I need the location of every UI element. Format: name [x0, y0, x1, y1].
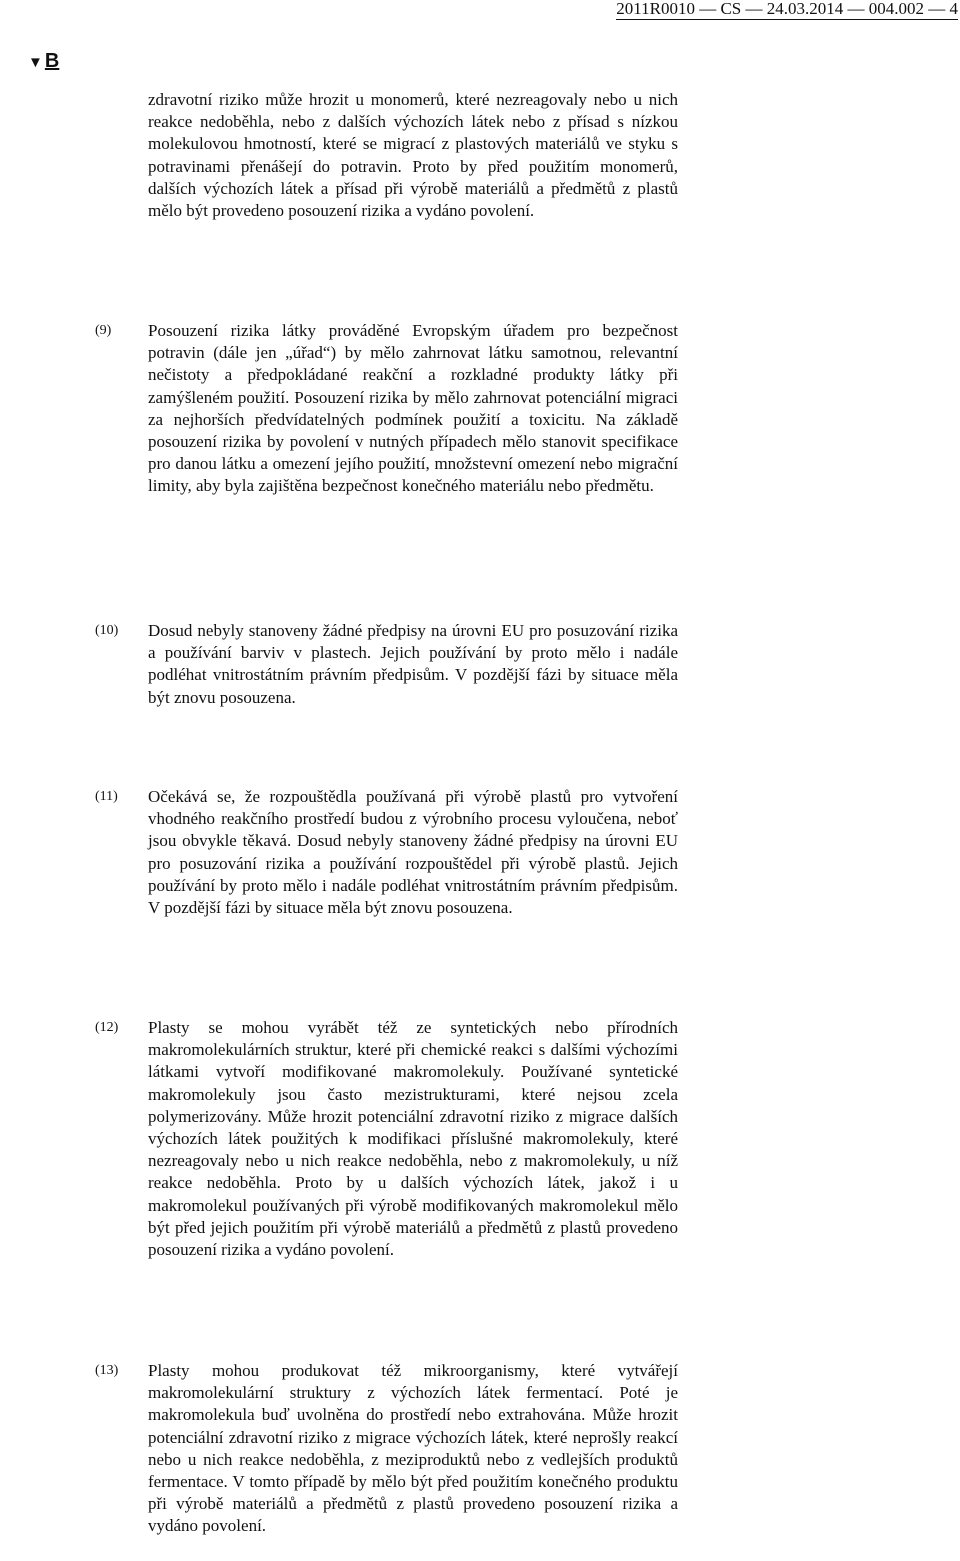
recital-number: (13): [95, 1363, 119, 1378]
recital-11: [148, 786, 678, 919]
recital-text: Posouzení rizika látky prováděné Evropským úřadem pro bezpečnost potravin (dále jen „úřad“) by mělo zahrnovat látku samotnou, relevantní nečistoty a předpokládané reakční a rozkladné produkty látky při zamýšleném použití. Posouzení rizika by mělo zahrnovat potenciální migraci za nejhorších předvídatelných podmínek použití a toxicitu. Na základě posouzení rizika by povolení v nutných případech mělo stanovit specifikace pro danou látku a omezení jejího použití, množstevní omezení nebo migrační limity, aby byla zajištěna bezpečnost konečného materiálu nebo předmětu.: [148, 321, 678, 496]
amendment-code: B: [44, 50, 60, 72]
recital-number: (11): [95, 789, 118, 804]
document-reference: 2011R0010 — CS — 24.03.2014 — 004.002 — 4: [616, 0, 958, 18]
recital-13: [148, 1360, 678, 1538]
running-header: [616, 0, 958, 20]
recital-text: Očekává se, že rozpouštědla používaná při výrobě plastů pro vytvoření vhodného reakčního prostředí budou z výrobního procesu vyloučena, neboť jsou obvykle těkavá. Dosud nebyly stanoveny žádné předpisy na úrovni EU pro posuzování rizika a používání rozpouštědel při výrobě plastů. Jejich používání by proto mělo i nadále podléhat vnitrostátním právním předpisům. V pozdější fázi by situace měla být znovu posouzena.: [148, 787, 678, 918]
recital-9: [148, 320, 678, 498]
recital-text: Dosud nebyly stanoveny žádné předpisy na úrovni EU pro posuzování rizika a používání barviv v plastech. Jejich používání by proto mělo i nadále podléhat vnitrostátním právním předpisům. V pozdější fázi by situace měla být znovu posouzena.: [148, 621, 678, 707]
recital-text: Plasty mohou produkovat též mikroorganismy, které vytvářejí makromolekulární struktury z výchozích látek fermentací. Poté je makromolekula buď uvolněna do prostředí nebo extrahována. Může hrozit potenciální zdravotní riziko z migrace výchozích látek, které neprošly reakcí nebo u nich reakce nedoběhla, z meziproduktů nebo z vedlejších produktů fermentace. V tomto případě by mělo být před použitím konečného produktu při výrobě materiálů a předmětů z plastů provedeno posouzení rizika a vydáno povolení.: [148, 1361, 678, 1536]
recital-text: zdravotní riziko může hrozit u monomerů, které nezreagovaly nebo u nich reakce nedoběhla, nebo z dalších výchozích látek nebo z přísad s nízkou molekulovou hmotností, které se migrací z plastových materiálů ve styku s potravinami přenášejí do potravin. Proto by před použitím monomerů, dalších výchozích látek a přísad při výrobě materiálů a předmětů z plastů mělo být provedeno posouzení rizika a vydáno povolení.: [148, 90, 678, 221]
triangle-down-icon: ▼: [28, 54, 43, 71]
recital-number: (9): [95, 323, 112, 338]
recital-number: (12): [95, 1020, 119, 1035]
recital-text: Plasty se mohou vyrábět též ze syntetických nebo přírodních makromolekulárních struktur, které při chemické reakci s dalšími výchozími látkami vytvoří modifikované makromolekuly. Používané syntetické makromolekuly jsou často mezistrukturami, které nejsou zcela polymerizovány. Může hrozit potenciální zdravotní riziko z migrace dalších výchozích látek použitých k modifikaci příslušné makromolekuly, které nezreagovaly nebo u nich reakce nedoběhla, nebo z makromolekuly, u níž reakce nedoběhla. Proto by u dalších výchozích látek, jakož i u makromolekul používaných při výrobě modifikovaných makromolekul mělo být před jejich použitím při výrobě materiálů a předmětů z plastů provedeno posouzení rizika a vydáno povolení.: [148, 1018, 678, 1260]
recital-number: (10): [95, 623, 119, 638]
recital-continuation: [148, 89, 678, 222]
recital-10: [148, 620, 678, 709]
recital-12: [148, 1017, 678, 1261]
amendment-marker: [28, 50, 59, 73]
